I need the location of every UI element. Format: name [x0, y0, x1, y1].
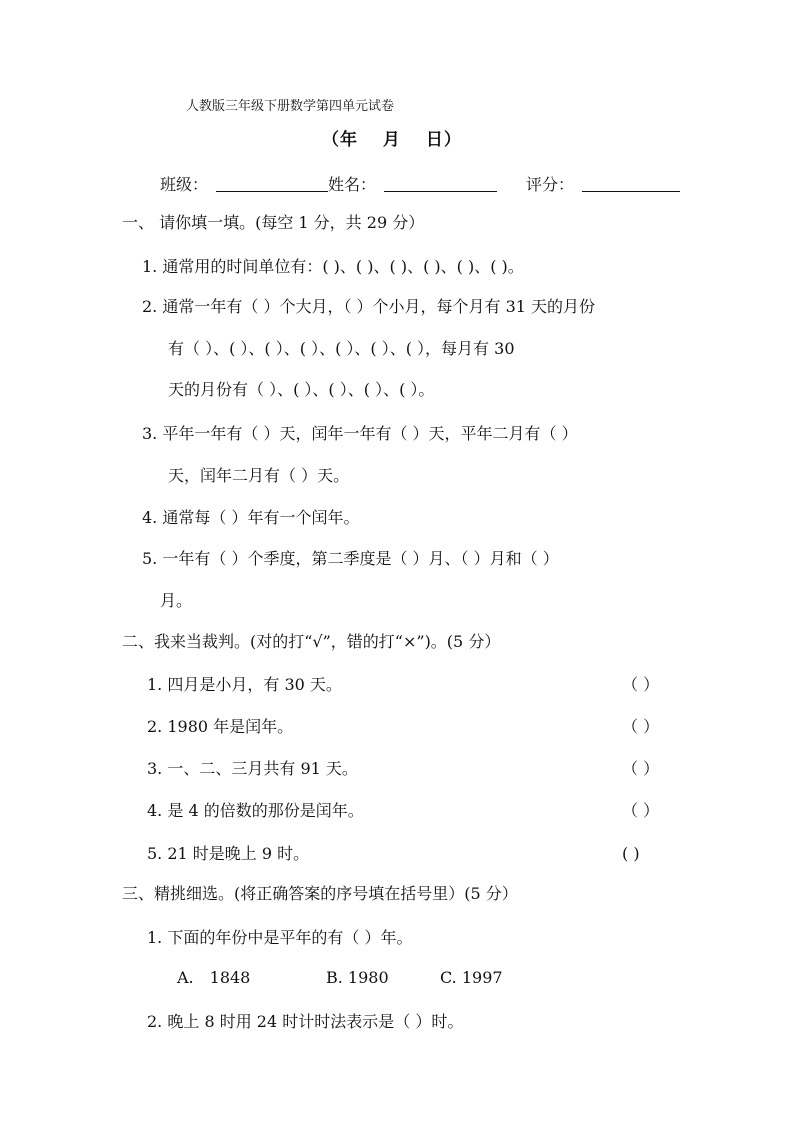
question-1-2-line1: 2. 通常一年有（ ）个大月，（ ）个小月，每个月有 31 天的月份 — [142, 297, 596, 316]
judge-item-4: 4. 是 4 的倍数的那份是闰年。 — [147, 801, 364, 820]
judge-answer-2[interactable]: （ ） — [622, 717, 660, 736]
judge-answer-1[interactable]: （ ） — [622, 675, 660, 694]
class-label: 班级： — [160, 175, 209, 194]
score-blank[interactable] — [582, 191, 680, 192]
choice-option-a[interactable]: A. 1848 — [177, 968, 251, 987]
name-label: 姓名： — [328, 175, 377, 194]
date-title: （年 月 日） — [322, 130, 462, 150]
question-1-2-line3: 天的月份有（ ）、( ）、( ）、( ）、( ）。 — [168, 380, 435, 399]
judge-item-5: 5. 21 时是晚上 9 时。 — [147, 844, 310, 863]
choice-option-b[interactable]: B. 1980 — [326, 968, 389, 987]
student-info-row — [160, 172, 680, 194]
exam-subtitle: 人教版三年级下册数学第四单元试卷 — [186, 99, 395, 114]
judge-answer-5[interactable]: ( ) — [622, 844, 640, 863]
question-1-1: 1. 通常用的时间单位有：( )、( )、( )、( )、( )、( )。 — [142, 257, 524, 276]
judge-answer-4[interactable]: （ ） — [622, 801, 660, 820]
question-1-5-line2: 月。 — [160, 591, 193, 610]
judge-answer-3[interactable]: （ ） — [622, 759, 660, 778]
name-blank[interactable] — [384, 191, 497, 192]
question-1-2-line2: 有（ ）、( ）、( ）、( ）、( ）、( ）、( ），每月有 30 — [168, 339, 515, 358]
question-1-4: 4. 通常每（ ）年有一个闰年。 — [142, 508, 360, 527]
section2-heading: 二、我来当裁判。(对的打“√”，错的打“×”)。(5 分） — [122, 632, 501, 651]
section3-heading: 三、精挑细选。(将正确答案的序号填在括号里）(5 分） — [122, 884, 518, 903]
choice-option-c[interactable]: C. 1997 — [440, 968, 503, 987]
section1-heading: 一、 请你填一填。(每空 1 分，共 29 分） — [122, 213, 425, 232]
choice-question-1: 1. 下面的年份中是平年的有（ ）年。 — [147, 928, 413, 947]
judge-item-3: 3. 一、二、三月共有 91 天。 — [147, 759, 358, 778]
choice-question-2: 2. 晚上 8 时用 24 时计时法表示是（ ）时。 — [147, 1012, 464, 1031]
judge-item-1: 1. 四月是小月，有 30 天。 — [147, 675, 342, 694]
judge-item-2: 2. 1980 年是闰年。 — [147, 717, 294, 736]
question-1-5-line1: 5. 一年有（ ）个季度，第二季度是（ ）月、（ ）月和（ ） — [142, 549, 559, 568]
question-1-3-line2: 天，闰年二月有（ ）天。 — [168, 466, 350, 485]
class-blank[interactable] — [216, 191, 328, 192]
score-label: 评分： — [526, 175, 575, 194]
question-1-3-line1: 3. 平年一年有（ ）天，闰年一年有（ ）天，平年二月有（ ） — [142, 424, 578, 443]
